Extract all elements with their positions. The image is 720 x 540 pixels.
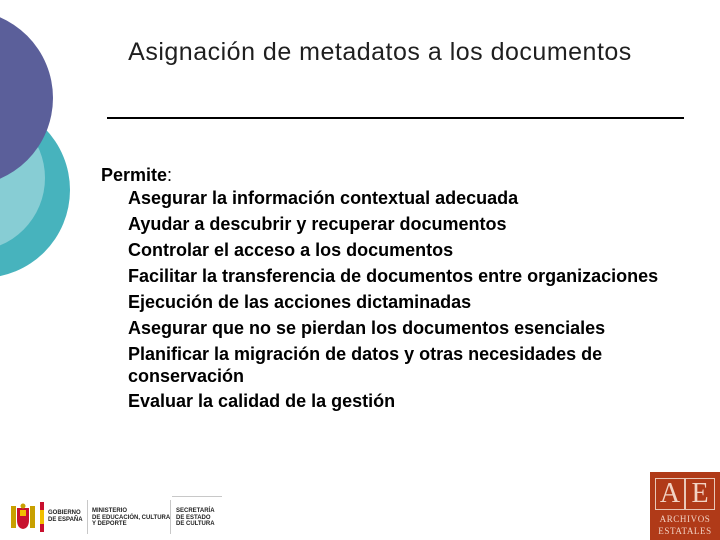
footer-divider [87,500,88,534]
logo-line-estatales: ESTATALES [658,526,712,536]
archivos-estatales-logo [650,472,720,540]
list-item: Ayudar a descubrir y recuperar documentos [128,214,507,234]
government-logo-block [0,492,240,540]
secretaria-line: DE ESTADO [176,514,211,521]
gobierno-line: DE ESPAÑA [48,516,83,523]
spain-coat-of-arms-icon [8,502,38,532]
secretaria-line: SECRETARÍA [176,508,215,514]
list-item: Asegurar la información contextual adecuada [128,188,519,208]
list-item: Planificar la migración de datos y otras necesidades de conservación [128,343,603,386]
lead-line [101,164,701,187]
list-item: Ejecución de las acciones dictaminadas [128,291,472,312]
list-item: Controlar el acceso a los documentos [128,240,454,260]
secretaria-label [176,508,215,528]
ae-monogram [655,478,715,510]
secretaria-line: DE CULTURA [176,521,215,527]
footer-divider [170,500,171,534]
ae-letter-a: A [655,478,685,510]
lead-colon: : [167,165,173,185]
gobierno-label [48,510,83,523]
lead-text: Permite [101,165,168,185]
slide-title: Asignación de metadatos a los documentos [128,38,632,66]
list-item: Asegurar que no se pierdan los documentos esenciales [128,317,606,338]
slide-body [101,164,701,416]
decorative-circles [0,0,90,300]
ministerio-line: DE EDUCACIÓN, CULTURA [92,514,171,521]
footer-top-rule [172,496,222,497]
ministerio-label [92,508,170,528]
list-item: Evaluar la calidad de la gestión [128,391,396,411]
logo-line-archivos: ARCHIVOS [659,514,711,524]
gobierno-line: GOBIERNO [48,510,81,516]
ministerio-line: Y DEPORTE [92,521,127,527]
flag-stripe-yellow [40,510,44,524]
bullet-list [101,187,701,413]
ministerio-line: MINISTERIO [92,508,128,514]
ae-letter-e: E [685,478,715,510]
title-underline [107,117,684,119]
list-item: Facilitar la transferencia de documentos entre organizaciones [128,266,659,286]
